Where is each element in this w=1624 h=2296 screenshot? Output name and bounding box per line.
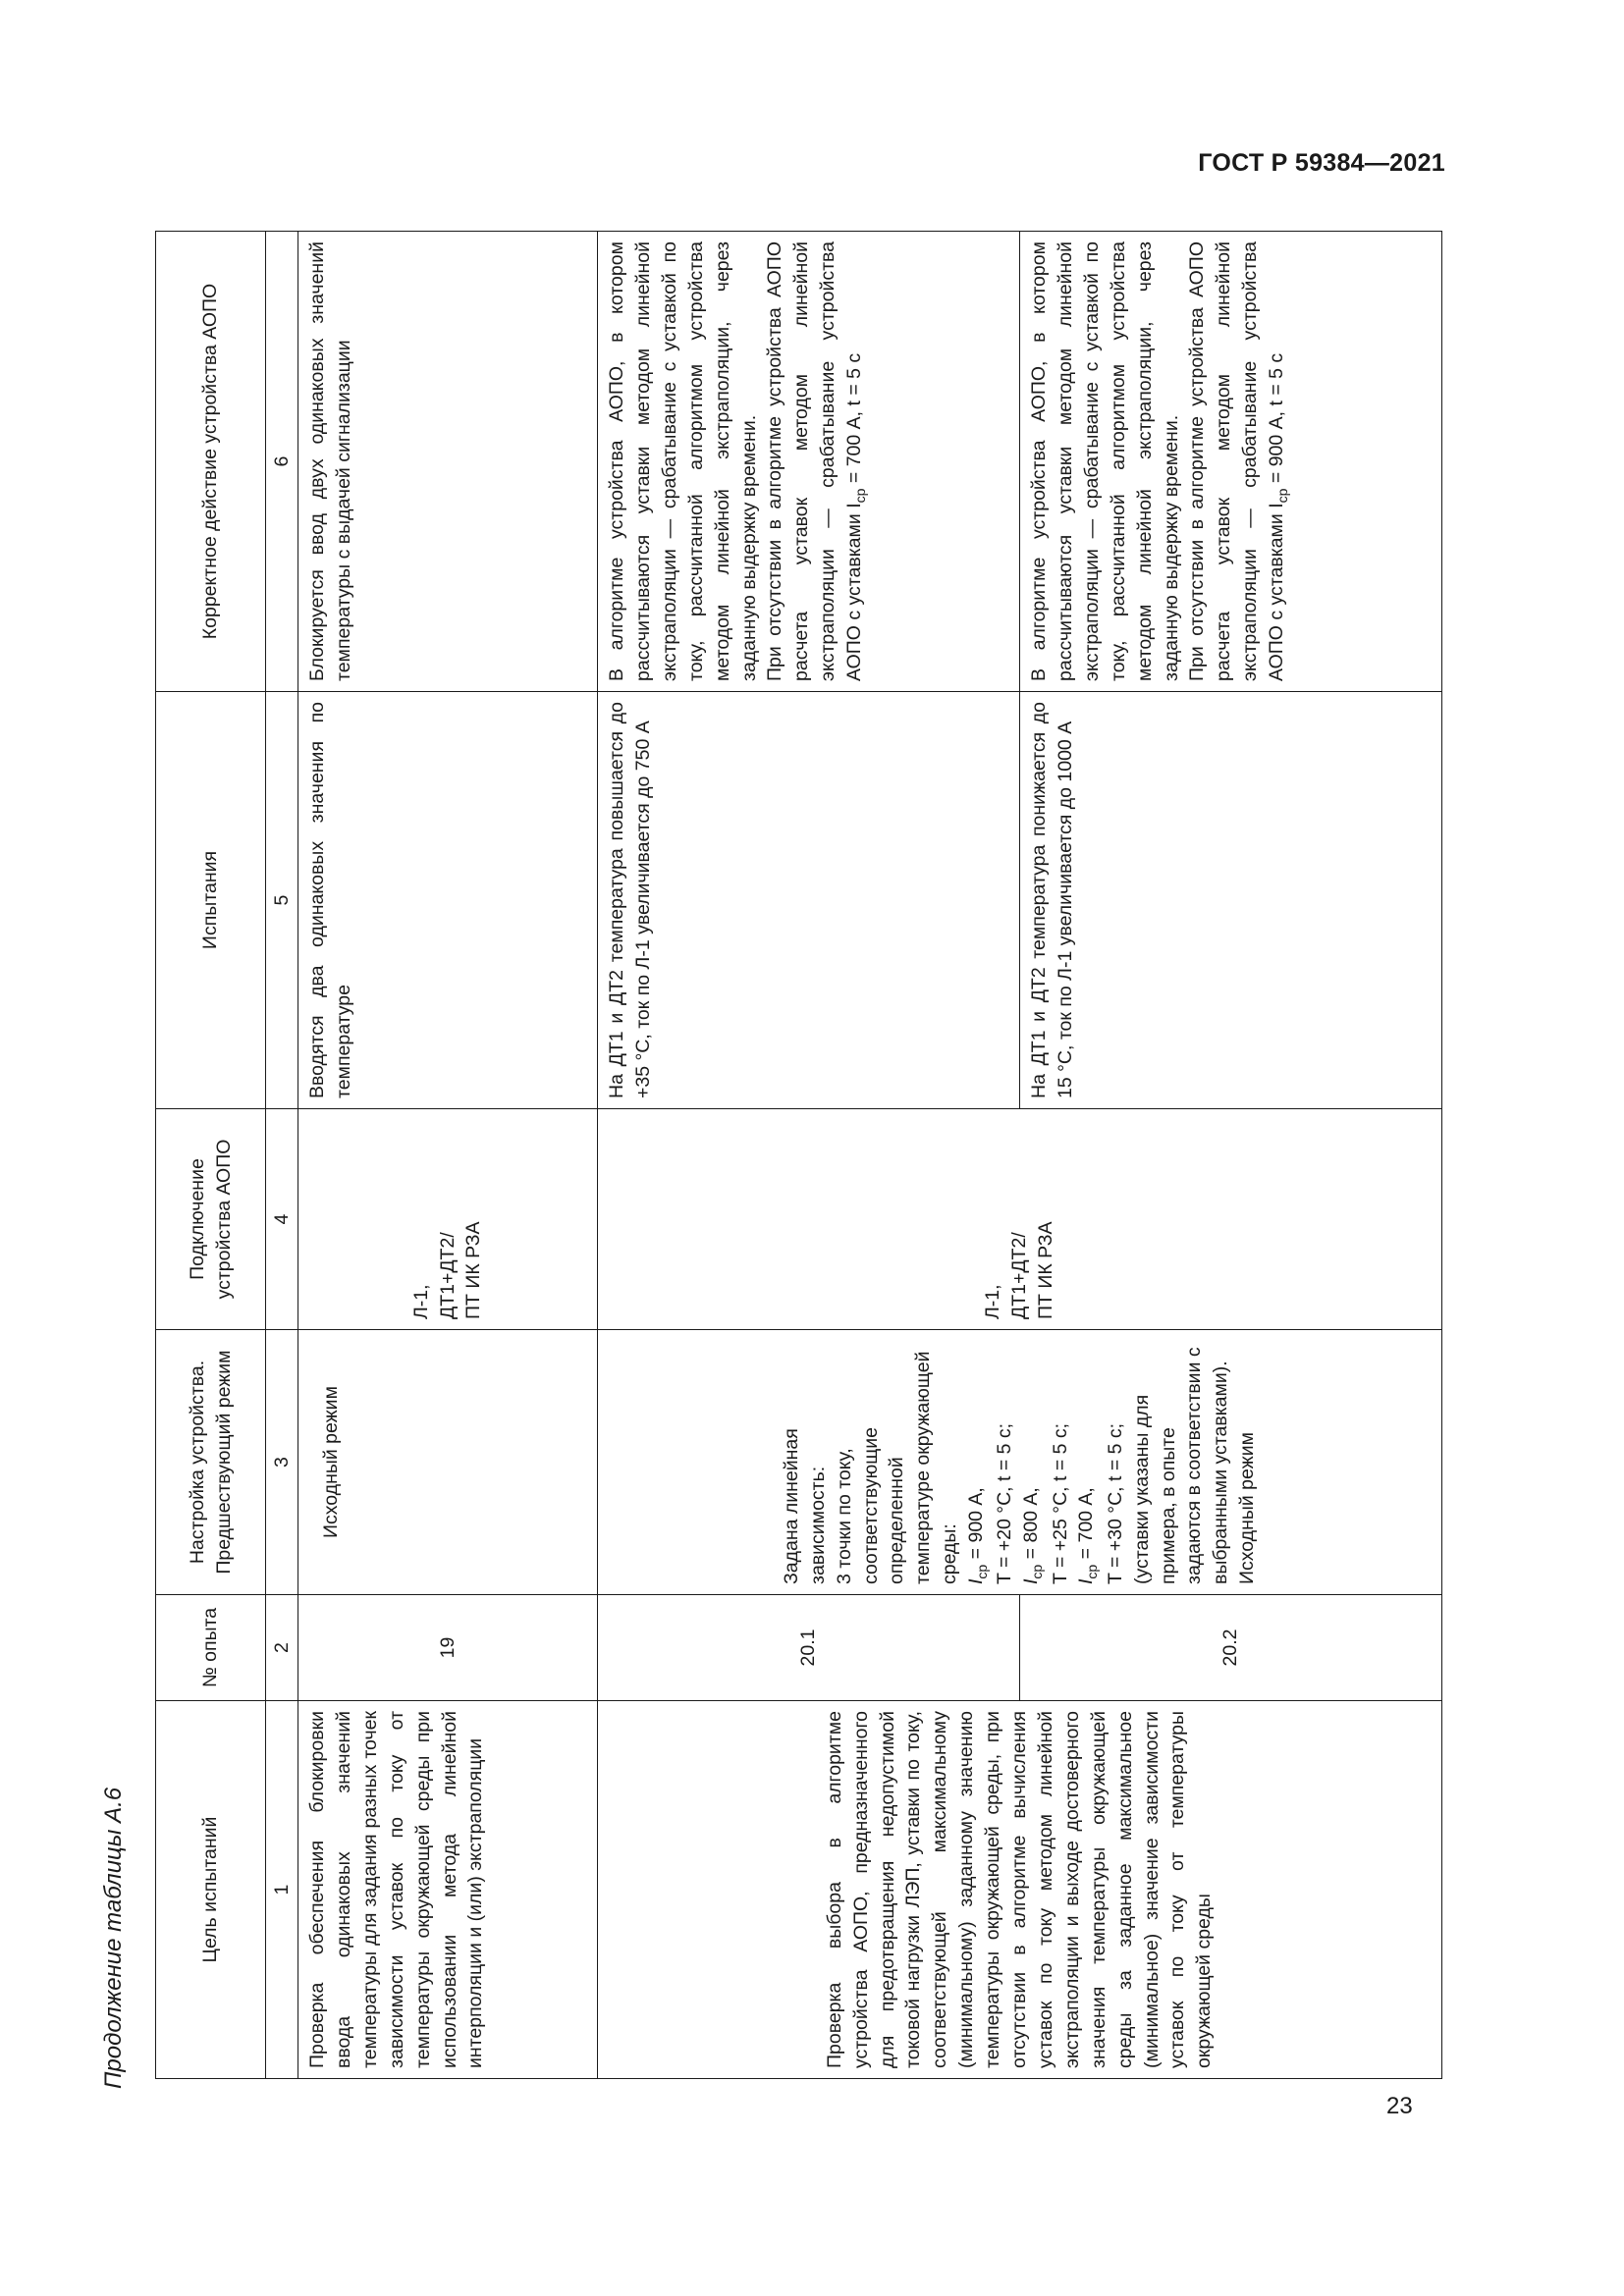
table-row bbox=[598, 232, 1020, 2079]
setup-temperature-line: T = +20 °C, t = 5 c; bbox=[994, 1422, 1016, 1584]
setup-line: Задана линейная зависимость: bbox=[780, 1428, 829, 1584]
row20-connection bbox=[598, 1109, 1442, 1330]
col-header-test: Испытания bbox=[156, 692, 266, 1109]
col-number-4: 4 bbox=[266, 1109, 298, 1330]
column-number-row bbox=[266, 232, 298, 2079]
setup-line: 3 точки по току, соответствующие определенной температуре окружающей среды: bbox=[833, 1351, 961, 1584]
row20-setup bbox=[598, 1330, 1442, 1595]
page-number: 23 bbox=[1386, 2093, 1413, 2119]
row19-connection bbox=[298, 1109, 598, 1330]
setup-current-line: $I_{ср} = 800$ А, bbox=[1020, 1487, 1046, 1584]
row20-1-action bbox=[598, 232, 1020, 692]
row20-connection-line: ДТ1+ДТ2/ bbox=[1008, 1232, 1031, 1319]
row20-goal: Проверка выбора в алгоритме устройства АОПО, предназначенного для предотвращения недопустимой токовой нагрузки ЛЭП, уставки по току, соответствующей максимальному (минимальному) заданному значению температуры окружающей среды, при отсутствии в алгоритме вычисления уставок по току методом линейной экстраполяции и выходе достоверного значения температуры окружающей среды за заданное максимальное (минимальное) значение зависимости уставок по току от температуры окружающей среды bbox=[598, 1701, 1442, 2079]
setup-temperature-line: T = +30 °C, t = 5 c; bbox=[1104, 1422, 1126, 1584]
row19-setup: Исходный режим bbox=[298, 1330, 598, 1595]
row19-number: 19 bbox=[298, 1595, 598, 1701]
column-header-row bbox=[156, 232, 266, 2079]
row19-connection-line: ДТ1+ДТ2/ bbox=[436, 1232, 459, 1319]
row20-connection-line: ПТ ИК РЗА bbox=[1034, 1221, 1056, 1319]
setup-line: (уставки указаны для примера, в опыте задаются в соответствии с выбранными уставками). bbox=[1130, 1347, 1232, 1584]
col-number-6: 6 bbox=[266, 232, 298, 692]
action-paragraph: При отсутствии в алгоритме устройства АОПО расчета уставок методом линейной экстраполяции — срабатывание устройства АОПО с уставками $I_{ср} = 900$ А, t = 5 с bbox=[1186, 241, 1291, 681]
col-number-5: 5 bbox=[266, 692, 298, 1109]
row19-action: Блокируется ввод двух одинаковых значений температуры с выдачей сигнализации bbox=[298, 232, 598, 692]
table-row bbox=[298, 232, 598, 2079]
row20-connection-line: Л-1, bbox=[982, 1284, 1004, 1319]
row20-1-test: На ДТ1 и ДТ2 температура повышается до +35 °С, ток по Л-1 увеличивается до 750 А bbox=[598, 692, 1020, 1109]
table-caption: Продолжение таблицы А.6 bbox=[100, 1787, 127, 2089]
row19-connection-line: ПТ ИК РЗА bbox=[462, 1221, 485, 1319]
col-number-3: 3 bbox=[266, 1330, 298, 1595]
action-paragraph: В алгоритме устройства АОПО, в котором рассчитываются уставки методом линейной экстраполяции — срабатывание с уставкой по току, рассчитанной алгоритмом устройства методом линейной экстраполяции, через заданную выдержку времени. bbox=[606, 241, 760, 681]
action-paragraph: В алгоритме устройства АОПО, в котором рассчитываются уставки методом линейной экстраполяции — срабатывание с уставкой по току, рассчитанной алгоритмом устройства методом линейной экстраполяции, через заданную выдержку времени. bbox=[1028, 241, 1182, 681]
col-number-2: 2 bbox=[266, 1595, 298, 1701]
col-header-setup: Настройка устройства. Предшествующий режим bbox=[156, 1330, 266, 1595]
col-header-goal: Цель испытаний bbox=[156, 1701, 266, 2079]
row20-1-number: 20.1 bbox=[598, 1595, 1020, 1701]
col-header-number: № опыта bbox=[156, 1595, 266, 1701]
setup-current-line: $I_{ср} = 700$ А, bbox=[1075, 1487, 1101, 1584]
row20-2-action bbox=[1020, 232, 1442, 692]
test-table bbox=[155, 231, 1442, 2079]
setup-line: Исходный режим bbox=[1236, 1431, 1259, 1584]
row19-goal: Проверка обеспечения блокировки ввода одинаковых значений температуры для задания разных точек зависимости уставок по току от температуры окружающей среды при использовании метода линейной интерполяции и (или) экстраполяции bbox=[298, 1701, 598, 2079]
col-header-action: Корректное действие устройства АОПО bbox=[156, 232, 266, 692]
action-paragraph: При отсутствии в алгоритме устройства АОПО расчета уставок методом линейной экстраполяции — срабатывание устройства АОПО с уставками $I_{ср} = 700$ А, t = 5 c bbox=[764, 241, 869, 681]
row19-connection-line: Л-1, bbox=[409, 1284, 432, 1319]
rotated-table-container bbox=[155, 232, 1441, 2079]
col-header-connection: Подключение устройства АОПО bbox=[156, 1109, 266, 1330]
row19-test: Вводятся два одинаковых значения по температуре bbox=[298, 692, 598, 1109]
setup-temperature-line: T = +25 °C, t = 5 c; bbox=[1049, 1422, 1071, 1584]
col-number-1: 1 bbox=[266, 1701, 298, 2079]
row20-2-number: 20.2 bbox=[1020, 1595, 1442, 1701]
document-header: ГОСТ Р 59384—2021 bbox=[1198, 149, 1445, 177]
row20-2-test: На ДТ1 и ДТ2 температура понижается до 15 °С, ток по Л-1 увеличивается до 1000 А bbox=[1020, 692, 1442, 1109]
setup-current-line: $I_{ср} = 900$ А, bbox=[965, 1487, 991, 1584]
